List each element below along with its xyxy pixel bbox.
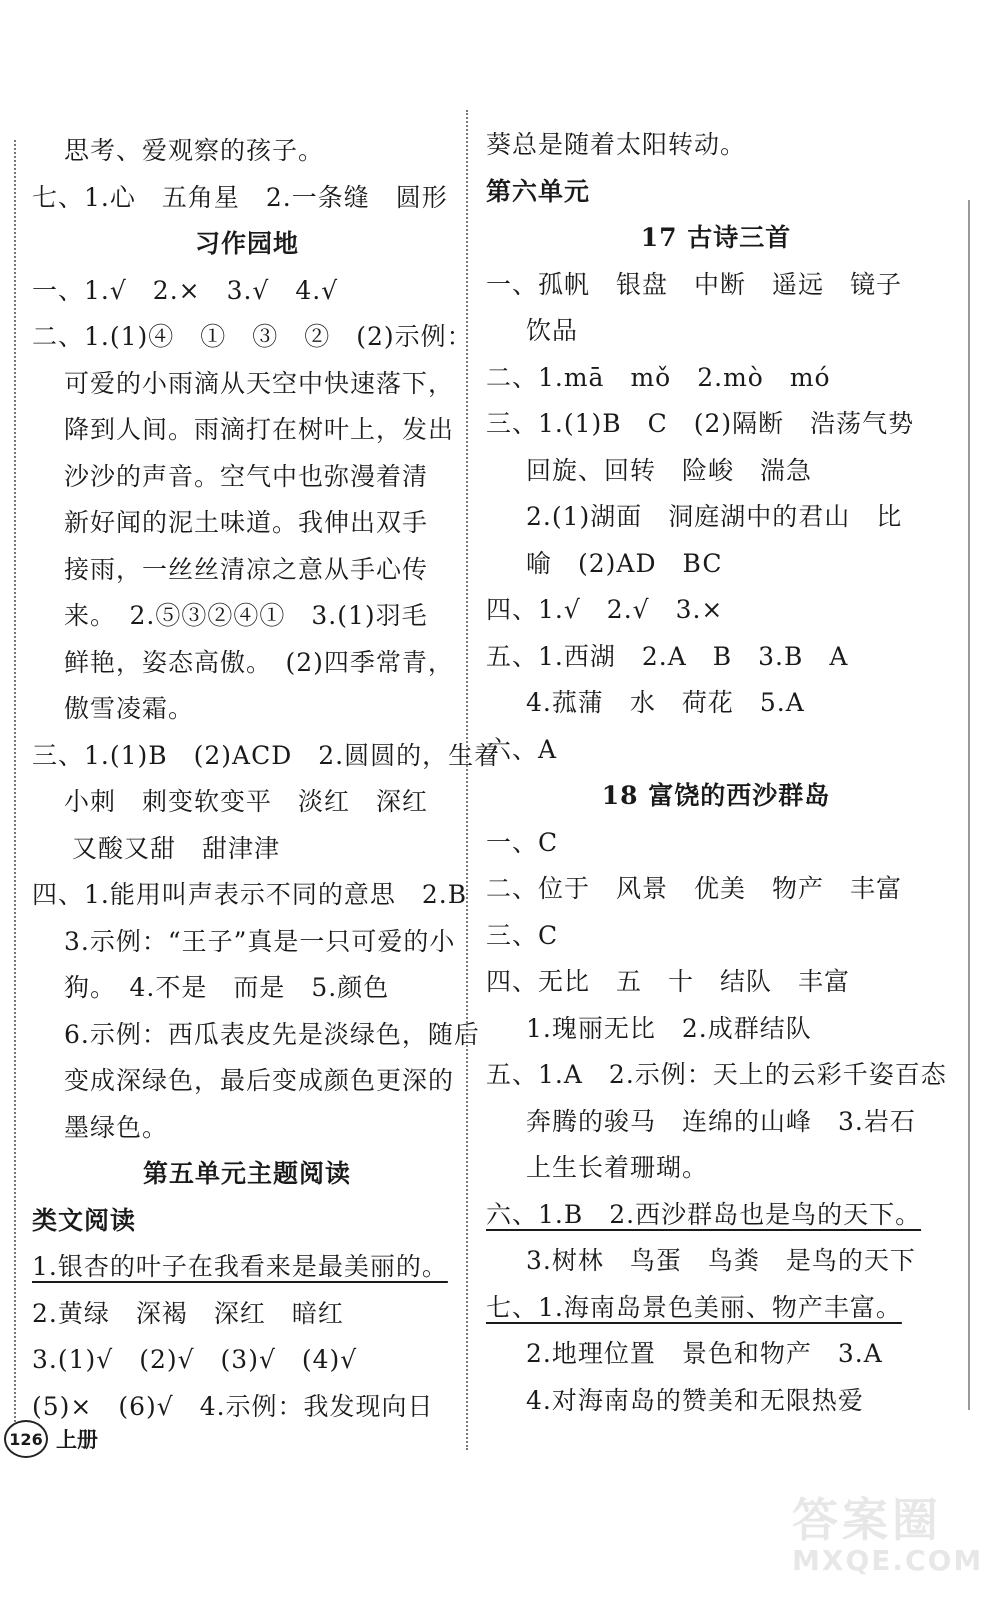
answer-line: 沙沙的声音。空气中也弥漫着清 — [64, 461, 429, 491]
answer-line: 二、位于 风景 优美 物产 丰富 — [486, 874, 903, 903]
answer-line: 6.示例：西瓜表皮先是淡绿色，随后 — [64, 1019, 480, 1049]
answer-line: 葵总是随着太阳转动。 — [486, 130, 747, 159]
answer-line: 变成深绿色，最后变成颜色更深的 — [64, 1066, 455, 1095]
answer-line: 接雨，一丝丝清凉之意从手心传 — [64, 554, 429, 584]
answer-line: 喻 (2)AD BC — [526, 548, 723, 578]
watermark-logo — [792, 1482, 988, 1592]
answer-line: 狗。 4.不是 而是 5.颜色 — [64, 973, 390, 1002]
answer-line: (5)× (6)√ 4.示例：我发现向日 — [32, 1391, 434, 1421]
page-number-badge: 126 — [4, 1420, 48, 1458]
answer-line: 2.(1)湖面 洞庭湖中的君山 比 — [526, 502, 903, 531]
answer-line: 四、1.√ 2.√ 3.× — [486, 595, 724, 624]
answer-line: 五、1.西湖 2.A B 3.B A — [486, 641, 849, 671]
answer-line: 3.示例：“王子”真是一只可爱的小 — [64, 926, 456, 956]
answer-line: 2.黄绿 深褐 深红 暗红 — [32, 1298, 344, 1328]
answer-line: 1.瑰丽无比 2.成群结队 — [526, 1013, 812, 1043]
answer-line: 二、1.mā mǒ 2.mò mó — [486, 362, 831, 392]
answer-line-underlined: 六、1.B 2.西沙群岛也是鸟的天下。 — [486, 1199, 922, 1229]
answer-line: 三、C — [486, 920, 559, 950]
answer-line: 傲雪凌霜。 — [64, 694, 195, 723]
answer-line: 七、1.心 五角星 2.一条缝 圆形 — [32, 182, 448, 212]
section-heading: 习作园地 — [194, 229, 299, 258]
answer-line: 上生长着珊瑚。 — [526, 1153, 709, 1182]
answer-line: 来。 2.⑤③②④① 3.(1)羽毛 — [64, 601, 428, 630]
answer-line: 饮品 — [526, 316, 579, 345]
answer-line: 小刺 刺变软变平 淡红 深红 — [64, 787, 429, 816]
answer-line: 回旋、回转 险峻 湍急 — [526, 455, 813, 485]
answer-line: 一、孤帆 银盘 中断 遥远 镜子 — [486, 269, 903, 299]
answer-line: 三、1.(1)B (2)ACD 2.圆圆的，生着 — [32, 740, 501, 770]
answer-line: 六、A — [486, 734, 558, 764]
watermark-text: 答案圈 — [792, 1493, 942, 1547]
underlined-answer: 1.银杏的叶子在我看来是最美丽的。 — [32, 1252, 448, 1281]
page-footer — [4, 1420, 98, 1458]
answer-line: 四、1.能用叫声表示不同的意思 2.B — [32, 880, 468, 909]
answer-line: 鲜艳，姿态高傲。 (2)四季常青， — [64, 647, 454, 677]
answer-line: 一、C — [486, 827, 559, 857]
right-column — [486, 122, 946, 1424]
watermark-url: MXQE.COM — [792, 1544, 984, 1577]
answer-line: 3.树林 鸟蛋 鸟粪 是鸟的天下 — [526, 1246, 916, 1275]
answer-line: 一、1.√ 2.× 3.√ 4.√ — [32, 275, 339, 305]
answer-line: 又酸又甜 甜津津 — [72, 833, 281, 863]
left-margin-dotted-line — [14, 140, 16, 1430]
answer-line: 三、1.(1)B C (2)隔断 浩荡气势 — [486, 409, 915, 438]
answer-line: 4.对海南岛的赞美和无限热爱 — [526, 1385, 864, 1415]
left-column — [32, 128, 501, 1430]
answer-line: 五、1.A 2.示例：天上的云彩千姿百态 — [486, 1060, 947, 1089]
answer-line-underlined: 七、1.海南岛景色美丽、物产丰富。 — [486, 1292, 902, 1322]
column-divider — [466, 110, 468, 1450]
answer-line: 墨绿色。 — [64, 1112, 169, 1142]
answer-line: 2.地理位置 景色和物产 3.A — [526, 1339, 883, 1368]
answer-line: 可爱的小雨滴从天空中快速落下， — [64, 368, 455, 398]
right-margin-line — [968, 200, 970, 1410]
section-heading: 第五单元主题阅读 — [142, 1159, 351, 1188]
unit-heading: 第六单元 — [486, 176, 591, 206]
answer-line: 思考、爱观察的孩子。 — [64, 136, 325, 165]
answer-line: 3.(1)√ (2)√ (3)√ (4)√ — [32, 1345, 358, 1374]
volume-label: 上册 — [56, 1428, 98, 1452]
section-heading: 17 古诗三首 — [640, 223, 792, 252]
answer-line — [32, 1244, 462, 1291]
answer-line: 新好闻的泥土味道。我伸出双手 — [64, 508, 429, 537]
subsection-heading: 类文阅读 — [32, 1205, 137, 1235]
answer-line: 二、1.(1)④ ① ③ ② (2)示例： — [32, 322, 473, 351]
section-heading: 18 富饶的西沙群岛 — [601, 781, 831, 810]
answer-line: 四、无比 五 十 结队 丰富 — [486, 967, 851, 996]
answer-line: 降到人间。雨滴打在树叶上，发出 — [64, 415, 455, 444]
answer-line: 4.菰蒲 水 荷花 5.A — [526, 688, 805, 717]
answer-line: 奔腾的骏马 连绵的山峰 3.岩石 — [526, 1106, 916, 1136]
